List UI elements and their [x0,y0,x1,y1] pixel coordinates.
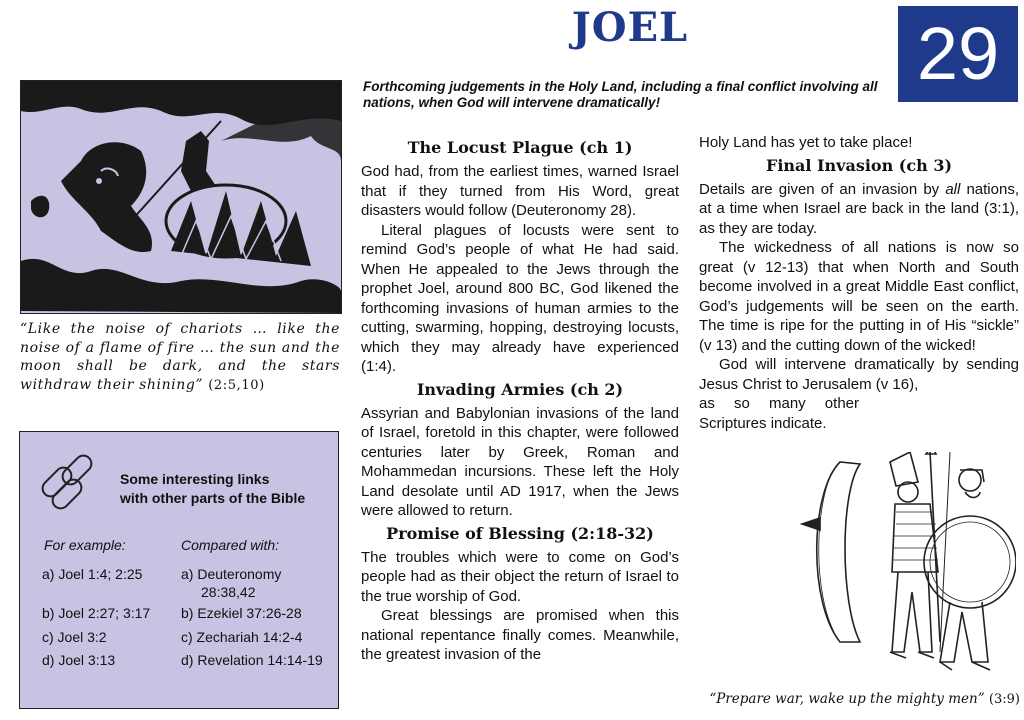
link-row-right: b) Ezekiel 37:26-28 [181,605,302,621]
column-middle [361,135,679,665]
chariot-illustration [20,80,342,314]
link-row-right-cont: 28:38,42 [201,584,256,600]
section-heading-armies: Invading Armies (ch 2) [416,379,624,399]
paragraph: Literal plagues of locusts were sent to remind God’s people of what He had said. When He appealed to the Jews through the prophet Joel, around 800 BC, God likened the forthcoming invasions of human armies to the cutting, swarming, hopping, destroying locusts, which they may already have experienced (1:4). [361,221,679,375]
links-col-header-compared: Compared with: [181,537,280,553]
links-col-header-example: For example: [44,537,126,553]
page-title: JOEL [571,4,689,51]
paragraph: God had, from the earliest times, warned Israel that if they turned from His Word, great disasters would follow (Deuteronomy 28). [361,163,679,219]
paragraph-narrow: as so many other Scriptures indicate. [699,395,859,432]
link-row-left: c) Joel 3:2 [42,629,107,645]
paragraph: The troubles which were to come on God’s people had as their object the return of Israel to the true worship of God. [361,548,679,605]
column-right [699,135,1019,433]
warriors-illustration [800,452,1016,678]
paragraph: The wickedness of all nations is now so great (v 12-13) that when North and South become involved in a great Middle East conflict, God’s judgements will be seen on the earth. The time is ripe for the putting in of His “sickle” (v 13) and the cutting down of the wicked! [699,239,1019,354]
subtitle: Forthcoming judgements in the Holy Land, including a final conflict involving all nations, when God will intervene dramatically! [363,79,878,110]
chain-link-icon [34,446,104,516]
link-row-right: d) Revelation 14:14-19 [181,652,323,668]
link-row-right: a) Deuteronomy [181,566,282,582]
paragraph: Great blessings are promised when this national repentance finally comes. Meanwhile, the greatest invasion of the [361,607,679,663]
section-heading-blessing: Promise of Blessing (2:18-32) [386,523,654,543]
illustration-caption: “Like the noise of chariots … like the noise of a flame of fire … the sun and the moon shall be dark, and the stars withdraw their shining” (2:5,10) [20,321,340,393]
links-heading: Some interesting links with other parts of the Bible [120,471,306,506]
paragraph: Details are given of an invasion by all nations, at a time when Israel are back in the land (3:1), as they are today. [699,180,1019,237]
section-heading-invasion: Final Invasion (ch 3) [765,155,953,175]
page-number: 29 [898,6,1018,102]
paragraph: Assyrian and Babylonian invasions of the land of Israel, foretold in this chapter, were followed centuries later by Greek, Roman and Mohammedan incursions. These left the Holy Land desolate until AD 1917, when the Jews were allowed to return. [361,404,679,519]
link-row-left: a) Joel 1:4; 2:25 [42,566,143,582]
link-row-left: b) Joel 2:27; 3:17 [42,605,151,621]
bottom-quote: “Prepare war, wake up the mighty men” (3:9) [709,691,1020,707]
link-row-left: d) Joel 3:13 [42,652,116,668]
link-row-right: c) Zechariah 14:2-4 [181,629,303,645]
paragraph: God will intervene dramatically by sending Jesus Christ to Jerusalem (v 16), [699,356,1019,393]
paragraph-continued: Holy Land has yet to take place! [699,134,913,151]
bible-links-box [19,431,339,709]
section-heading-locust: The Locust Plague (ch 1) [407,138,633,157]
